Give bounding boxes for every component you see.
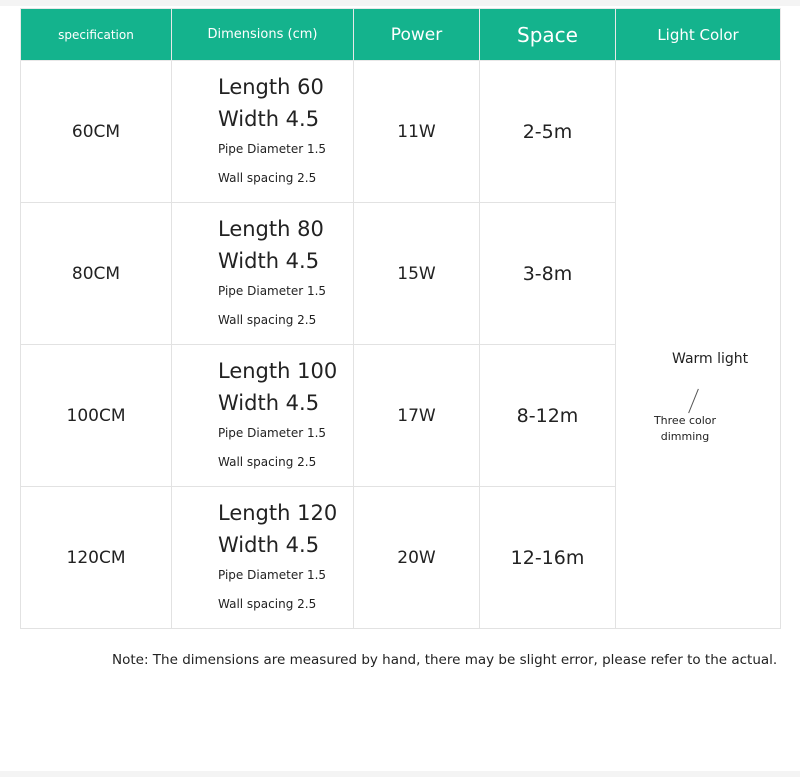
three-color-text: Three color dimming: [653, 414, 717, 443]
width-text: Width 4.5: [218, 390, 320, 415]
bottom-strip: [0, 771, 800, 777]
length-text: Length 120: [218, 500, 338, 525]
header-space: Space: [480, 9, 616, 61]
spec-cell: 60CM: [21, 61, 172, 203]
pipe-diameter-text: Pipe Diameter 1.5: [218, 283, 327, 298]
pipe-diameter-text: Pipe Diameter 1.5: [218, 141, 327, 156]
space-cell: 12-16m: [480, 487, 616, 629]
wall-spacing-text: Wall spacing 2.5: [218, 454, 317, 469]
length-text: Length 80: [218, 216, 324, 241]
top-strip: [0, 0, 800, 6]
width-text: Width 4.5: [218, 248, 320, 273]
slash-separator: [688, 389, 699, 413]
spec-cell: 120CM: [21, 487, 172, 629]
dimensions-cell: [172, 61, 354, 203]
light-color-cell: [616, 61, 781, 629]
space-cell: 3-8m: [480, 203, 616, 345]
dimensions-cell: [172, 487, 354, 629]
wall-spacing-text: Wall spacing 2.5: [218, 596, 317, 611]
spec-cell: 80CM: [21, 203, 172, 345]
power-cell: 15W: [354, 203, 480, 345]
wall-spacing-text: Wall spacing 2.5: [218, 312, 317, 327]
power-cell: 17W: [354, 345, 480, 487]
header-dimensions: Dimensions (cm): [172, 9, 354, 61]
width-text: Width 4.5: [218, 106, 320, 131]
header-specification: specification: [21, 9, 172, 61]
space-cell: 8-12m: [480, 345, 616, 487]
spec-table: [20, 8, 781, 629]
pipe-diameter-text: Pipe Diameter 1.5: [218, 567, 327, 582]
spec-cell: 100CM: [21, 345, 172, 487]
wall-spacing-text: Wall spacing 2.5: [218, 170, 317, 185]
dimensions-cell: [172, 345, 354, 487]
header-power: Power: [354, 9, 480, 61]
warm-light-text: Warm light: [672, 351, 749, 367]
width-text: Width 4.5: [218, 532, 320, 557]
header-light-color: Light Color: [616, 9, 781, 61]
dimensions-cell: [172, 203, 354, 345]
pipe-diameter-text: Pipe Diameter 1.5: [218, 425, 327, 440]
power-cell: 20W: [354, 487, 480, 629]
length-text: Length 100: [218, 358, 338, 383]
table-header-row: [21, 9, 781, 61]
table-row: [21, 61, 781, 203]
length-text: Length 60: [218, 74, 324, 99]
space-cell: 2-5m: [480, 61, 616, 203]
disclaimer-note: Note: The dimensions are measured by hand, there may be slight error, please refer to the actual.: [112, 652, 778, 668]
power-cell: 11W: [354, 61, 480, 203]
